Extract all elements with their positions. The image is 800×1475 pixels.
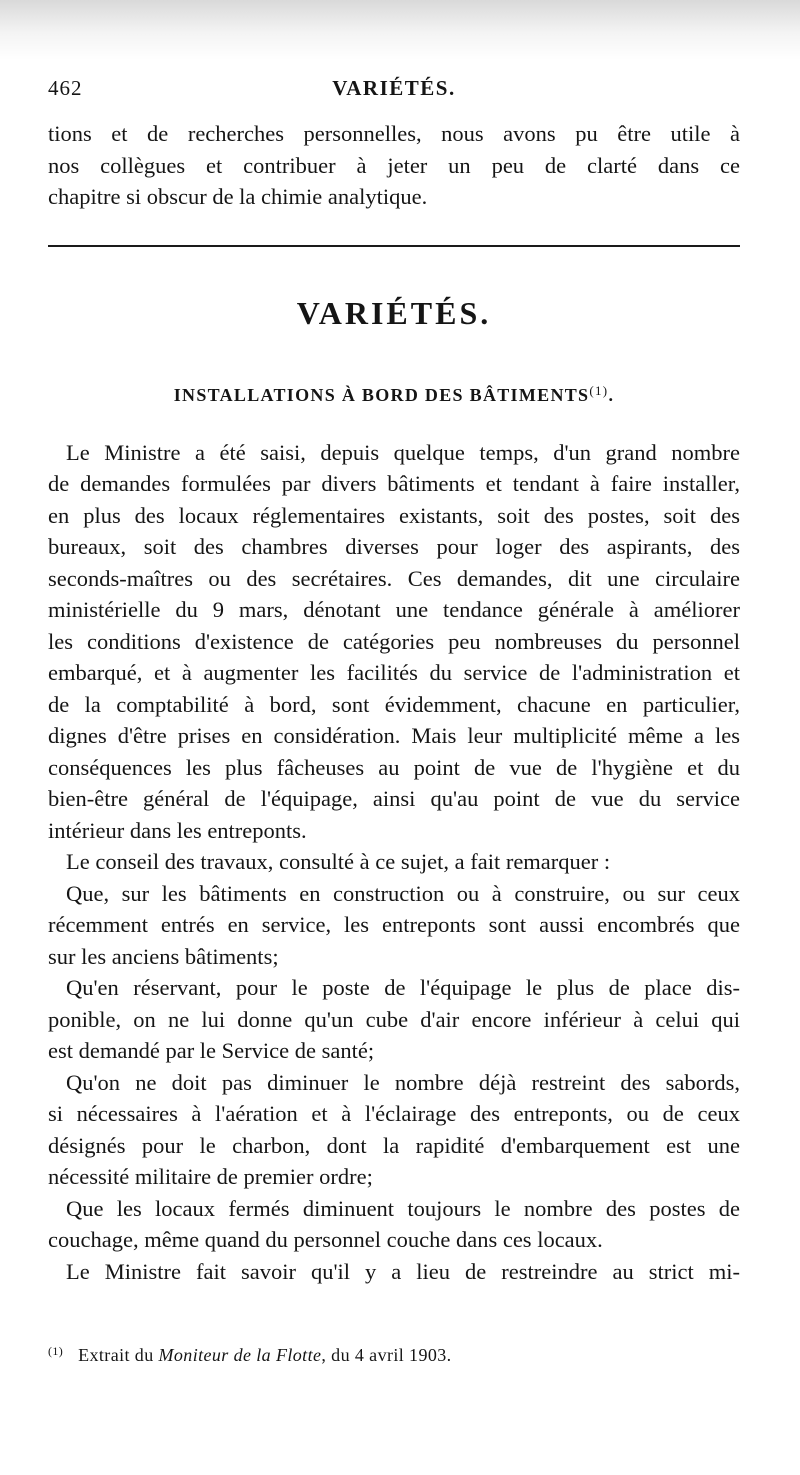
section-divider: [48, 245, 740, 247]
text-line: Le conseil des travaux, consulté à ce sujet, a fait remarquer :: [66, 849, 611, 874]
text-line: chapitre si obscur de la chimie analytique.: [48, 184, 428, 209]
page-number: 462: [48, 76, 83, 100]
text-line: intérieur dans les entreponts.: [48, 817, 307, 843]
text-line: ponible, on ne lui donne qu'un cube d'air encore inférieur à celui qui: [48, 1006, 740, 1032]
text-line: nos collègues et contribuer à jeter un peu de clarté dans ce: [48, 152, 740, 178]
running-header: [48, 76, 740, 110]
text-line: Qu'en réservant, pour le poste de l'équipage le plus de place dis-: [66, 975, 740, 1000]
footnote-suffix: , du 4 avril 1903.: [321, 1345, 452, 1365]
text-line: les conditions d'existence de catégories peu nombreuses du personnel: [48, 628, 740, 654]
running-title: VARIÉTÉS.: [332, 76, 456, 100]
text-line: bureaux, soit des chambres diverses pour loger des aspirants, des: [48, 534, 740, 559]
text-line: couchage, même quand du personnel couche dans ces locaux.: [48, 1227, 603, 1252]
section-title: VARIÉTÉS.: [296, 294, 492, 331]
text-line: tions et de recherches personnelles, nous avons pu être utile à: [48, 121, 740, 146]
text-line: désignés pour le charbon, dont la rapidité d'embarquement est une: [48, 1132, 740, 1158]
text-line: nécessité militaire de premier ordre;: [48, 1164, 373, 1189]
text-line: sur les anciens bâtiments;: [48, 943, 279, 969]
article-paragraph: [48, 846, 740, 878]
text-line: est demandé par le Service de santé;: [48, 1038, 375, 1063]
footnote-reference: (1): [589, 382, 609, 398]
article-paragraph: [48, 1067, 740, 1193]
footnote-marker: (1): [48, 1344, 64, 1358]
article-body: [48, 437, 740, 1288]
text-line: embarqué, et à augmenter les facilités du service de l'administration et: [48, 660, 740, 685]
text-line: Que les locaux fermés diminuent toujours le nombre des postes de: [66, 1195, 740, 1221]
article-paragraph: [48, 437, 740, 847]
article-paragraph: [48, 878, 740, 973]
book-page: [48, 76, 740, 1287]
text-line: récemment entrés en service, les entreponts sont aussi encombrés que: [48, 912, 740, 937]
article-paragraph: [48, 1193, 740, 1256]
text-line: dignes d'être prises en considération. Mais leur multiplicité même a les: [48, 723, 740, 748]
text-line: Le Ministre a été saisi, depuis quelque temps, d'un grand nombre: [66, 439, 740, 465]
scan-top-shading: [0, 0, 800, 60]
text-line: de la comptabilité à bord, sont évidemment, chacune en particulier,: [48, 691, 740, 717]
text-line: ministérielle du 9 mars, dénotant une tendance générale à améliorer: [48, 597, 740, 622]
text-line: Qu'on ne doit pas diminuer le nombre déjà restreint des sabords,: [66, 1069, 740, 1095]
text-line: seconds-maîtres ou des secrétaires. Ces demandes, dit une circulaire: [48, 565, 740, 591]
article-heading-end: .: [608, 384, 615, 405]
text-line: en plus des locaux réglementaires existants, soit des postes, soit des: [48, 502, 740, 528]
footnote-prefix: Extrait du: [78, 1345, 154, 1365]
article-paragraph: [48, 1256, 740, 1288]
footnote: [48, 1344, 740, 1366]
text-line: de demandes formulées par divers bâtiments et tendant à faire installer,: [48, 471, 740, 496]
opening-paragraph: [48, 118, 740, 213]
text-line: Que, sur les bâtiments en construction ou à construire, ou sur ceux: [66, 880, 740, 906]
footnote-source: Moniteur de la Flotte: [158, 1345, 322, 1365]
text-line: Le Ministre fait savoir qu'il y a lieu de restreindre au strict mi-: [66, 1258, 740, 1284]
text-line: si nécessaires à l'aération et à l'éclairage des entreponts, ou de ceux: [48, 1101, 740, 1126]
article-heading-text: INSTALLATIONS À BORD DES BÂTIMENTS: [173, 384, 590, 405]
text-line: conséquences les plus fâcheuses au point de vue de l'hygiène et du: [48, 754, 740, 780]
article-heading: [48, 383, 740, 411]
article-paragraph: [48, 972, 740, 1067]
text-line: bien-être général de l'équipage, ainsi qu'au point de vue du service: [48, 786, 740, 811]
